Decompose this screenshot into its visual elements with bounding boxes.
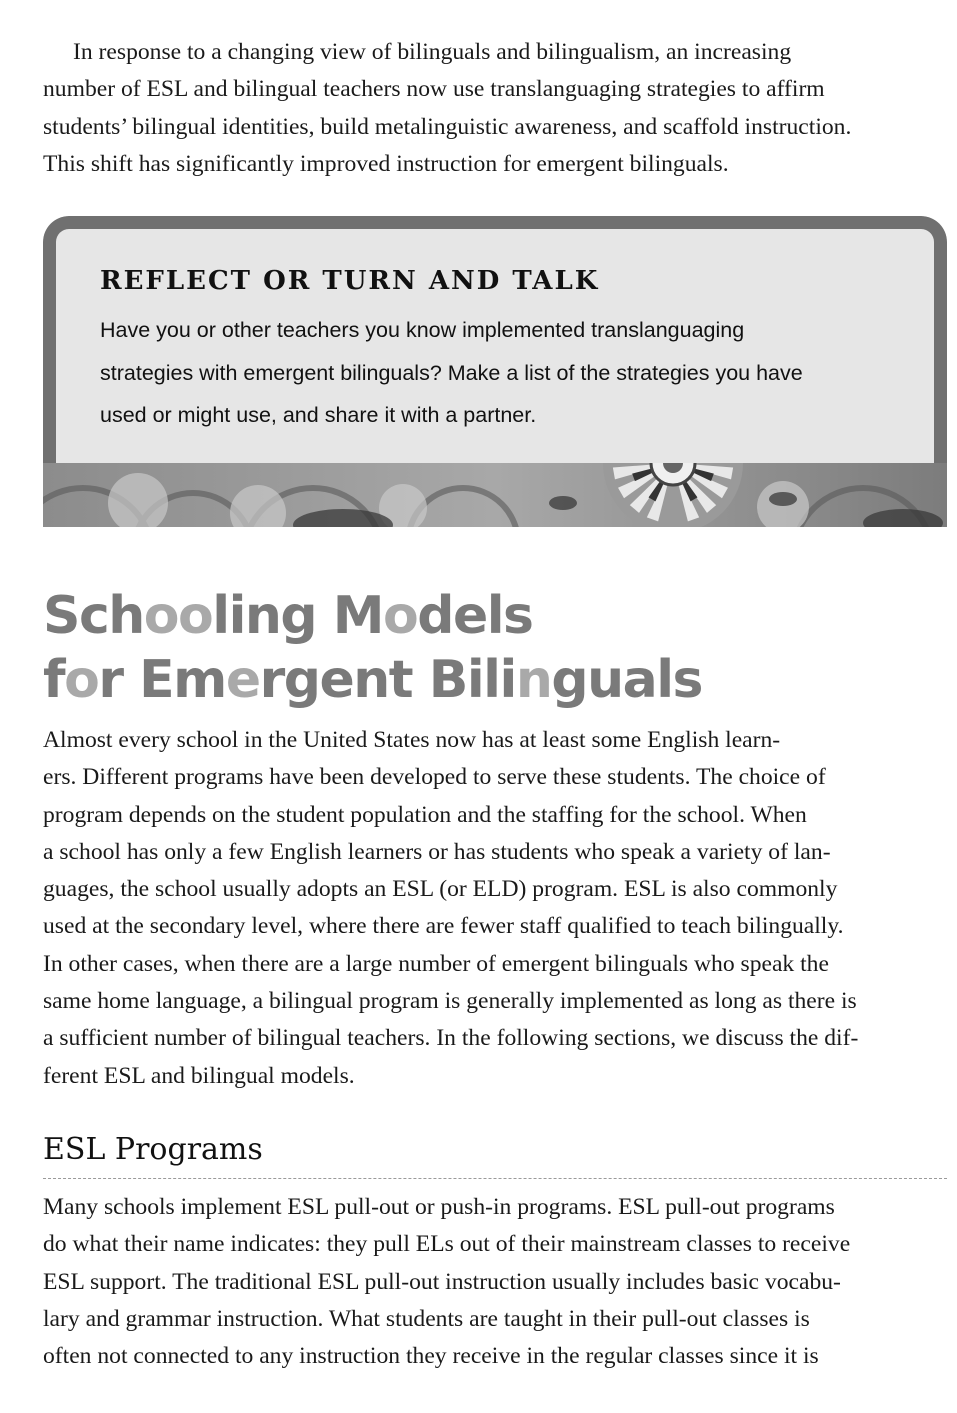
text-line: used or might use, and share it with a partner. bbox=[100, 403, 537, 427]
heading-fragment: Sch bbox=[43, 586, 144, 646]
text-line: lary and grammar instruction. What students are taught in their pull-out classes is bbox=[43, 1305, 810, 1332]
heading-fragment: rgent Bili bbox=[259, 650, 516, 710]
heading-fragment: r Em bbox=[98, 650, 226, 710]
text-line: often not connected to any instruction they receive in the regular classes since it is bbox=[43, 1343, 819, 1370]
text-line: Have you or other teachers you know implemented translanguaging bbox=[100, 318, 745, 342]
text-line: students’ bilingual identities, build metalinguistic awareness, and scaffold instruction. bbox=[43, 113, 852, 140]
text-line: ers. Different programs have been developed to serve these students. The choice of bbox=[43, 764, 826, 791]
heading-fragment: dels bbox=[417, 586, 533, 646]
text-line: a school has only a few English learners or has students who speak a variety of lan- bbox=[43, 838, 831, 865]
text-line: same home language, a bilingual program is generally implemented as long as there is bbox=[43, 988, 857, 1015]
text-line: This shift has significantly improved instruction for emergent bilinguals. bbox=[43, 150, 729, 177]
heading-fragment: f bbox=[43, 650, 65, 710]
text-line: strategies with emergent bilinguals? Make a list of the strategies you have bbox=[100, 360, 803, 385]
dashed-divider bbox=[43, 1178, 947, 1179]
text-line: used at the secondary level, where there are fewer staff qualified to teach bilingually. bbox=[43, 913, 844, 940]
text-line: ferent ESL and bilingual models. bbox=[43, 1062, 355, 1089]
text-line: In response to a changing view of bilinguals and bilingualism, an increasing bbox=[73, 39, 792, 65]
heading-fragment: ling M bbox=[212, 586, 383, 646]
text-line: In other cases, when there are a large number of emergent bilinguals who speak the bbox=[43, 950, 829, 977]
mandala-pattern-banner bbox=[43, 463, 947, 527]
text-line: program depends on the student population and the staffing for the school. When bbox=[43, 801, 807, 828]
section-paragraph bbox=[43, 722, 938, 1095]
heading-fragment: guals bbox=[551, 650, 702, 710]
text-line: ESL support. The traditional ESL pull-out instruction usually includes basic vocabu- bbox=[43, 1268, 841, 1295]
heading-fragment: o bbox=[64, 650, 99, 710]
heading-fragment: n bbox=[515, 650, 552, 710]
text-line: a sufficient number of bilingual teachers. In the following sections, we discuss the dif- bbox=[43, 1025, 859, 1052]
text-line: do what their name indicates: they pull ELs out of their mainstream classes to receive bbox=[43, 1231, 851, 1258]
heading-fragment: oo bbox=[143, 586, 213, 646]
reflect-box bbox=[43, 216, 947, 527]
esl-programs-heading: ESL Programs bbox=[43, 1132, 263, 1167]
section-heading bbox=[43, 584, 702, 712]
text-line: Almost every school in the United States now has at least some English learn- bbox=[43, 727, 781, 753]
heading-line bbox=[43, 648, 702, 712]
text-line: guages, the school usually adopts an ESL (or ELD) program. ESL is also commonly bbox=[43, 876, 838, 903]
intro-paragraph bbox=[43, 34, 938, 183]
heading-fragment: o bbox=[383, 586, 418, 646]
reflect-box-title: REFLECT OR TURN AND TALK bbox=[100, 266, 600, 296]
text-line: number of ESL and bilingual teachers now use translanguaging strategies to affirm bbox=[43, 76, 825, 103]
esl-paragraph bbox=[43, 1189, 938, 1375]
text-line: Many schools implement ESL pull-out or push-in programs. ESL pull-out programs bbox=[43, 1194, 835, 1220]
reflect-box-text bbox=[100, 309, 920, 437]
heading-fragment: e bbox=[225, 650, 260, 710]
heading-line bbox=[43, 584, 702, 648]
